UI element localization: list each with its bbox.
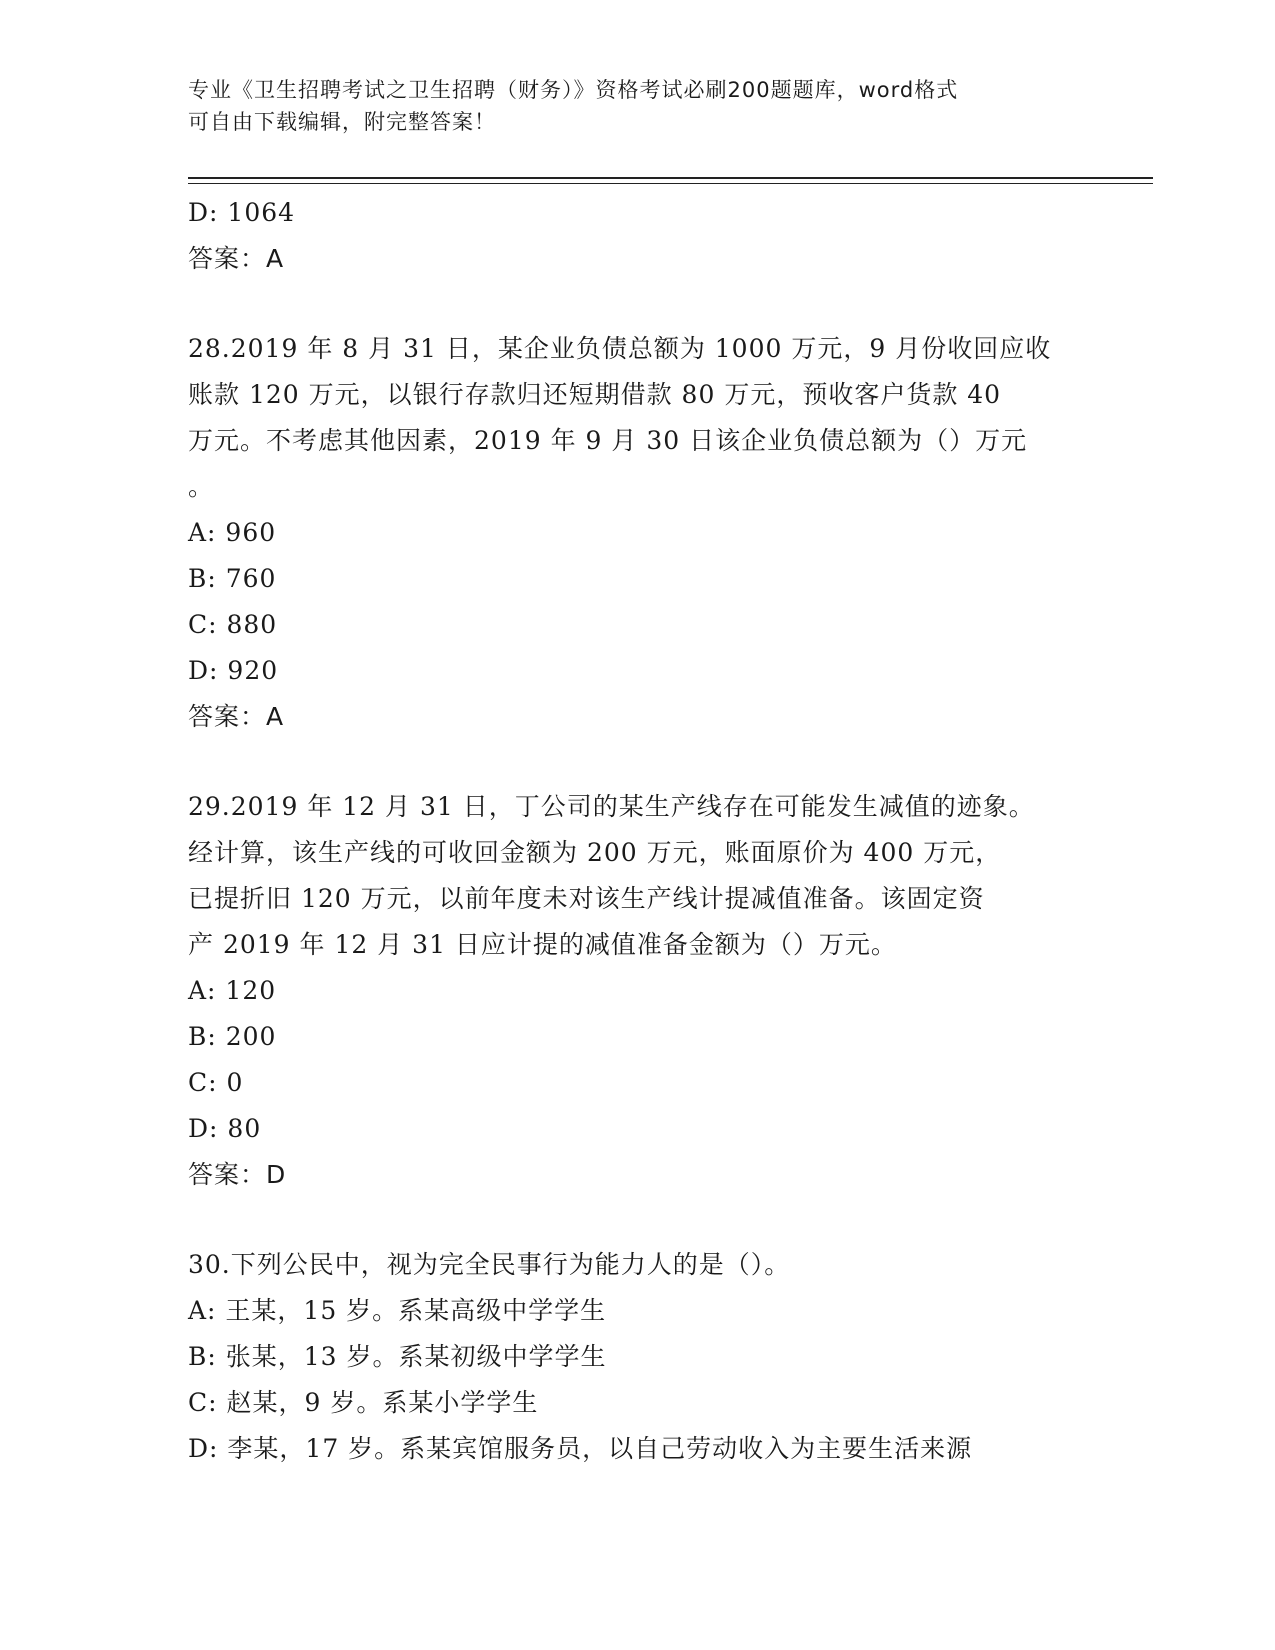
q28-text-line-4: 。 [188, 472, 215, 501]
prev-option-d: D: 1064 [188, 198, 296, 227]
q30-option-d: D: 李某，17 岁。系某宾馆服务员，以自己劳动收入为主要生活来源 [188, 1434, 973, 1463]
q28-text-line-2: 账款 120 万元，以银行存款归还短期借款 80 万元，预收客户货款 40 [188, 380, 1002, 409]
q28-text-line-3: 万元。不考虑其他因素，2019 年 9 月 30 日该企业负债总额为（）万元 [188, 426, 1028, 455]
q28-answer: 答案：A [188, 702, 285, 731]
header-line-2: 可自由下载编辑，附完整答案！ [188, 110, 496, 134]
q30-option-b: B: 张某，13 岁。系某初级中学学生 [188, 1342, 607, 1371]
q28-option-b: B: 760 [188, 564, 277, 593]
header-line-1: 专业《卫生招聘考试之卫生招聘（财务）》资格考试必刷200题题库，word格式 [188, 78, 959, 102]
spacer [188, 1198, 1088, 1242]
question-29 [188, 784, 1088, 1198]
q29-option-d: D: 80 [188, 1114, 262, 1143]
q29-text-line-4: 产 2019 年 12 月 31 日应计提的减值准备金额为（）万元。 [188, 930, 897, 959]
document-header [188, 74, 1068, 138]
q29-option-a: A: 120 [188, 976, 277, 1005]
header-divider-thin [188, 183, 1153, 184]
q29-text-line-3: 已提折旧 120 万元，以前年度未对该生产线计提减值准备。该固定资 [188, 884, 985, 913]
q29-option-b: B: 200 [188, 1022, 277, 1051]
header-divider-thick [188, 177, 1153, 179]
q28-option-c: C: 880 [188, 610, 278, 639]
q29-text-line-1: 29.2019 年 12 月 31 日，丁公司的某生产线存在可能发生减值的迹象。 [188, 792, 1035, 821]
q28-option-a: A: 960 [188, 518, 277, 547]
prev-answer: 答案：A [188, 244, 285, 273]
question-28 [188, 326, 1088, 740]
q30-option-c: C: 赵某，9 岁。系某小学学生 [188, 1388, 539, 1417]
q30-option-a: A: 王某，15 岁。系某高级中学学生 [188, 1296, 607, 1325]
q29-answer: 答案：D [188, 1160, 287, 1189]
question-30 [188, 1242, 1088, 1472]
q29-text-line-2: 经计算，该生产线的可收回金额为 200 万元，账面原价为 400 万元， [188, 838, 1002, 867]
q28-text-line-1: 28.2019 年 8 月 31 日，某企业负债总额为 1000 万元，9 月份收回应收 [188, 334, 1052, 363]
question-content [188, 190, 1088, 1472]
spacer [188, 282, 1088, 326]
q28-option-d: D: 920 [188, 656, 279, 685]
spacer [188, 740, 1088, 784]
q30-text-line-1: 30.下列公民中，视为完全民事行为能力人的是（）。 [188, 1250, 791, 1279]
q29-option-c: C: 0 [188, 1068, 244, 1097]
